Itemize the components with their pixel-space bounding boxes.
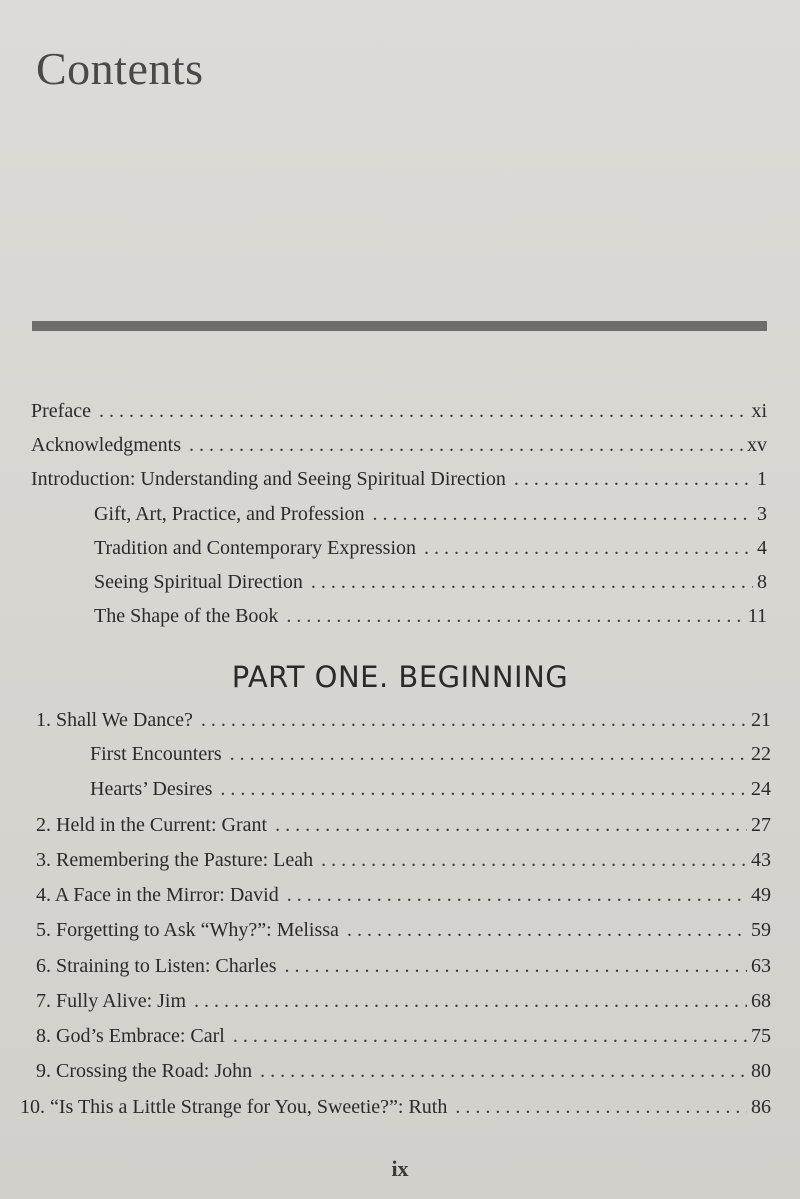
toc-subentry-gift-art[interactable] — [94, 499, 767, 529]
toc-entry-label: Seeing Spiritual Direction — [94, 571, 303, 593]
toc-entry-preface[interactable] — [31, 396, 767, 426]
toc-chapter-6[interactable] — [36, 951, 771, 981]
toc-entry-label: The Shape of the Book — [94, 605, 279, 627]
leader-dots — [260, 1056, 747, 1086]
toc-entry-label: 6. Straining to Listen: Charles — [36, 955, 277, 977]
toc-entry-acknowledgments[interactable] — [31, 430, 767, 460]
toc-entry-label: Tradition and Contemporary Expression — [94, 537, 417, 559]
leader-dots — [373, 499, 754, 529]
toc-chapter-8[interactable] — [36, 1021, 771, 1051]
toc-entry-page: 4 — [757, 537, 767, 559]
leader-dots — [194, 986, 747, 1016]
toc-entry-page: 49 — [751, 884, 771, 906]
toc-subentry-tradition[interactable] — [94, 533, 767, 563]
part-one-heading: PART ONE. BEGINNING — [231, 660, 569, 694]
toc-entry-label: 3. Remembering the Pasture: Leah — [36, 849, 314, 871]
toc-chapter-3[interactable] — [36, 845, 771, 875]
leader-dots — [347, 915, 747, 945]
toc-entry-label: Preface — [31, 400, 91, 422]
toc-chapter-2[interactable] — [36, 810, 771, 840]
toc-entry-page: 3 — [757, 503, 767, 525]
toc-entry-page: 80 — [751, 1060, 771, 1082]
leader-dots — [233, 1021, 747, 1051]
toc-subentry-first-encounters[interactable] — [90, 739, 771, 769]
toc-entry-page: xv — [747, 434, 767, 456]
leader-dots — [287, 880, 747, 910]
leader-dots — [201, 705, 747, 735]
leader-dots — [424, 533, 753, 563]
toc-entry-page: 68 — [751, 990, 771, 1012]
leader-dots — [321, 845, 747, 875]
leader-dots — [286, 601, 743, 631]
toc-chapter-10[interactable] — [20, 1092, 771, 1122]
leader-dots — [220, 774, 747, 804]
toc-entry-label: Acknowledgments — [31, 434, 181, 456]
leader-dots — [455, 1092, 747, 1122]
toc-entry-page: 1 — [757, 468, 767, 490]
toc-entry-page: 43 — [751, 849, 771, 871]
toc-entry-label: 10. “Is This a Little Strange for You, Sweetie?”: Ruth — [20, 1096, 448, 1118]
toc-entry-label: 4. A Face in the Mirror: David — [36, 884, 279, 906]
toc-entry-label: Gift, Art, Practice, and Profession — [94, 503, 365, 525]
toc-entry-page: 86 — [751, 1096, 771, 1118]
toc-entry-page: 59 — [751, 919, 771, 941]
leader-dots — [99, 396, 747, 426]
toc-chapter-7[interactable] — [36, 986, 771, 1016]
toc-chapter-5[interactable] — [36, 915, 771, 945]
leader-dots — [311, 567, 753, 597]
toc-entry-page: 21 — [751, 709, 771, 731]
toc-entry-page: 75 — [751, 1025, 771, 1047]
toc-entry-label: Hearts’ Desires — [90, 778, 213, 800]
toc-entry-label: First Encounters — [90, 743, 222, 765]
toc-entry-label: 7. Fully Alive: Jim — [36, 990, 187, 1012]
toc-entry-page: 22 — [751, 743, 771, 765]
leader-dots — [285, 951, 747, 981]
toc-entry-page: 11 — [747, 605, 767, 627]
page-title: Contents — [36, 43, 204, 94]
toc-entry-label: 9. Crossing the Road: John — [36, 1060, 253, 1082]
toc-entry-page: 24 — [751, 778, 771, 800]
toc-entry-label: 8. God’s Embrace: Carl — [36, 1025, 225, 1047]
page-folio: ix — [391, 1156, 409, 1181]
toc-entry-label: Introduction: Understanding and Seeing Spiritual Direction — [31, 468, 506, 490]
leader-dots — [189, 430, 743, 460]
toc-chapter-9[interactable] — [36, 1056, 771, 1086]
toc-subentry-hearts-desires[interactable] — [90, 774, 771, 804]
toc-entry-label: 5. Forgetting to Ask “Why?”: Melissa — [36, 919, 339, 941]
toc-entry-page: 63 — [751, 955, 771, 977]
leader-dots — [275, 810, 747, 840]
toc-entry-page: 8 — [757, 571, 767, 593]
toc-subentry-seeing[interactable] — [94, 567, 767, 597]
toc-entry-page: 27 — [751, 814, 771, 836]
toc-chapter-4[interactable] — [36, 880, 771, 910]
leader-dots — [514, 464, 753, 494]
toc-entry-page: xi — [751, 400, 767, 422]
toc-chapter-1[interactable] — [36, 705, 771, 735]
leader-dots — [230, 739, 747, 769]
toc-subentry-shape[interactable] — [94, 601, 767, 631]
toc-entry-introduction[interactable] — [31, 464, 767, 494]
toc-entry-label: 2. Held in the Current: Grant — [36, 814, 268, 836]
toc-entry-label: 1. Shall We Dance? — [36, 709, 193, 731]
